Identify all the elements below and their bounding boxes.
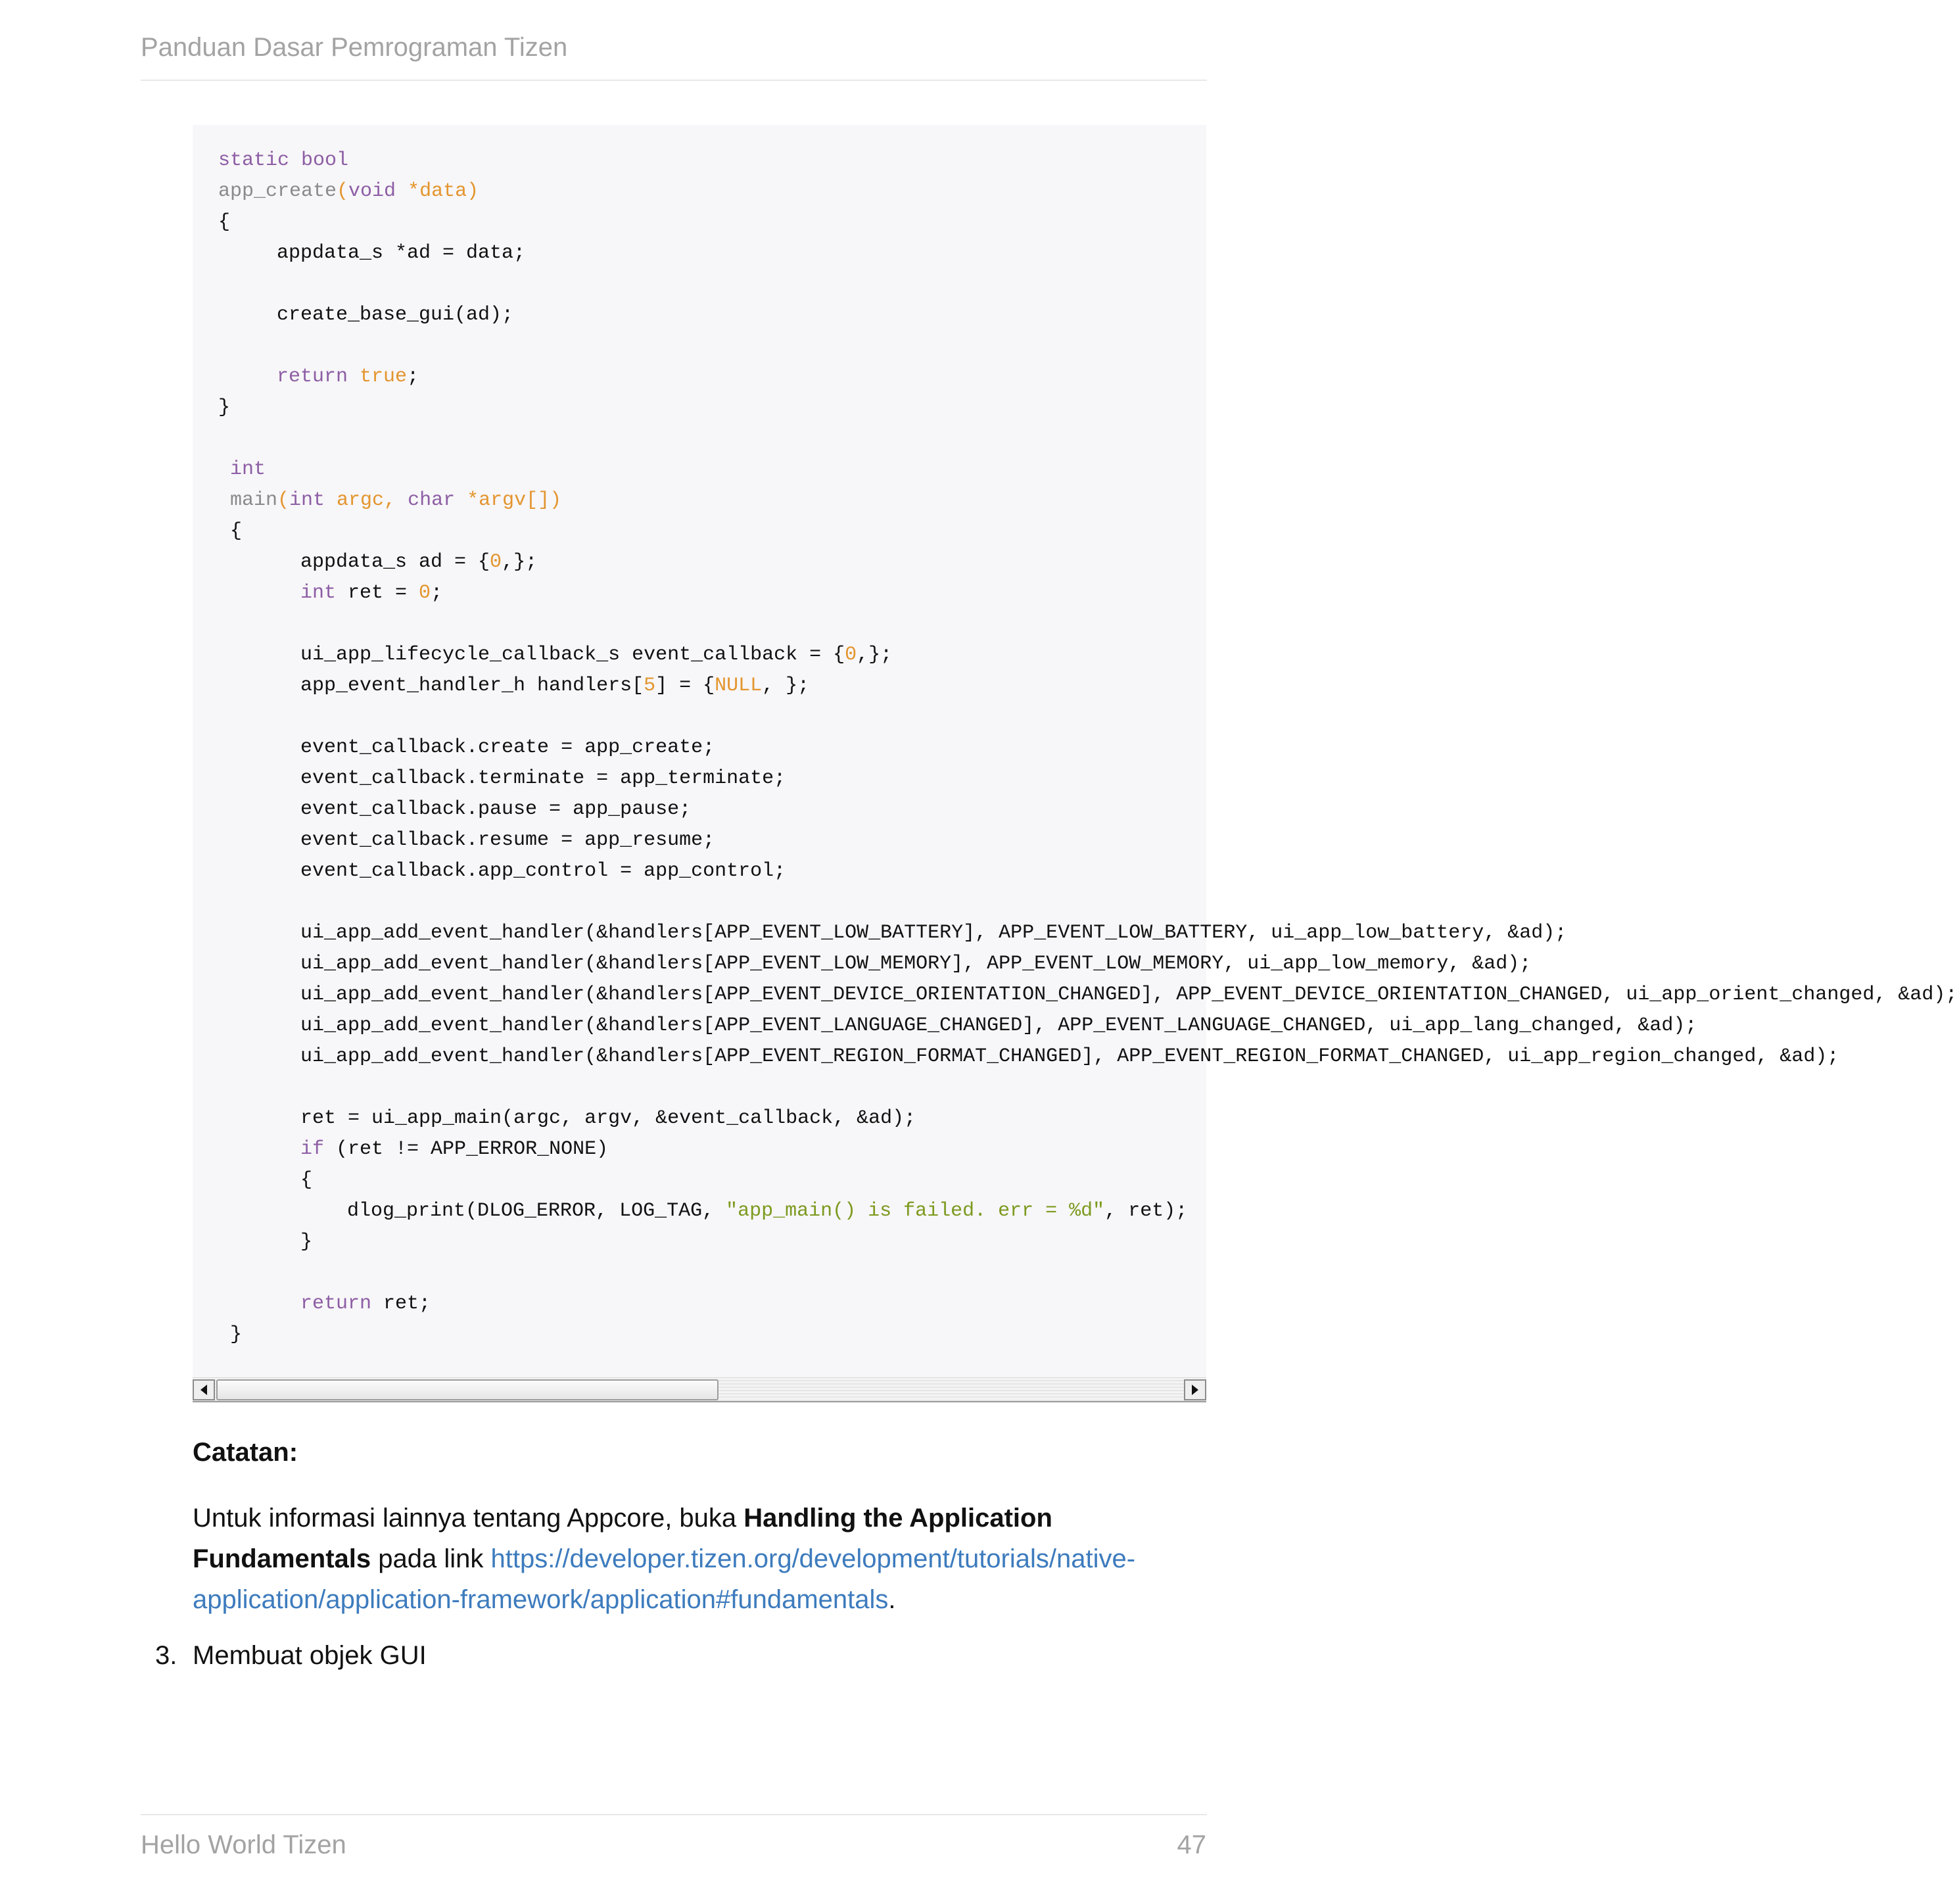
code-line <box>300 1292 431 1316</box>
code-type: int <box>300 582 337 604</box>
code-line <box>218 179 479 203</box>
code-line <box>300 674 809 698</box>
code-line <box>230 458 266 481</box>
code-line: ui_app_add_event_handler(&handlers[APP_EVENT_DEVICE_ORIENTATION_CHANGED], APP_EVENT_DEVICE_ORIENTATION_CHANGED, ui_app_orient_changed, &ad); <box>300 984 1957 1006</box>
code-text: ui_app_lifecycle_callback_s event_callback = { <box>300 644 845 666</box>
list-number: 3. <box>155 1641 177 1670</box>
code-line: } <box>300 1231 313 1253</box>
note-paragraph <box>193 1498 1192 1620</box>
code-type: int <box>230 458 266 481</box>
page-header-title: Panduan Dasar Pemrograman Tizen <box>141 33 568 62</box>
note-bold-text: Handling the Application Fundamentals <box>193 1504 1052 1573</box>
code-number: 0 <box>490 551 502 573</box>
code-line <box>300 1137 608 1161</box>
code-text: , ret); <box>1104 1200 1188 1222</box>
code-param: *data) <box>396 180 479 202</box>
list-item <box>155 1641 427 1671</box>
page-number: 47 <box>1177 1830 1206 1859</box>
code-type: void <box>348 180 396 202</box>
code-line <box>300 643 892 667</box>
code-line: ui_app_add_event_handler(&handlers[APP_EVENT_LOW_MEMORY], APP_EVENT_LOW_MEMORY, ui_app_low_memory, &ad); <box>300 953 1532 975</box>
code-line <box>300 581 442 605</box>
scrollbar-thumb[interactable] <box>216 1379 719 1400</box>
note-title: Catatan: <box>193 1438 298 1467</box>
code-keyword: return <box>277 366 348 388</box>
code-line: appdata_s *ad = data; <box>277 242 526 264</box>
code-line: event_callback.create = app_create; <box>300 736 715 759</box>
note-text: Untuk informasi lainnya tentang Appcore, buka <box>193 1504 744 1533</box>
note-text: pada link <box>371 1544 491 1573</box>
code-line <box>300 550 537 574</box>
code-text: ,}; <box>502 551 538 573</box>
code-line: { <box>218 211 231 233</box>
note-text: . <box>888 1585 896 1614</box>
code-string: "app_main() is failed. err = %d" <box>726 1200 1105 1222</box>
footer-divider <box>141 1814 1207 1815</box>
arrow-left-icon <box>200 1385 207 1395</box>
code-line: } <box>218 396 231 419</box>
code-keyword: return <box>300 1293 372 1315</box>
code-function: main <box>230 489 278 512</box>
code-line: event_callback.pause = app_pause; <box>300 798 692 821</box>
code-keyword: static <box>218 149 290 172</box>
code-line: ui_app_add_event_handler(&handlers[APP_EVENT_LOW_BATTERY], APP_EVENT_LOW_BATTERY, ui_app_low_battery, &ad); <box>300 922 1567 944</box>
arrow-right-icon <box>1192 1385 1198 1395</box>
code-text: app_event_handler_h handlers[ <box>300 675 644 697</box>
code-type: bool <box>301 149 349 172</box>
code-param: ( <box>277 489 290 512</box>
horizontal-scrollbar[interactable] <box>193 1377 1206 1402</box>
scroll-left-button[interactable] <box>193 1379 215 1400</box>
code-line <box>218 149 348 172</box>
code-number: 5 <box>644 675 656 697</box>
code-text: (ret != APP_ERROR_NONE) <box>324 1138 609 1160</box>
code-line: ui_app_add_event_handler(&handlers[APP_EVENT_LANGUAGE_CHANGED], APP_EVENT_LANGUAGE_CHANGED, ui_app_lang_changed, &ad); <box>300 1014 1697 1037</box>
code-line <box>277 365 419 389</box>
code-line: { <box>300 1169 313 1191</box>
code-function: app_create <box>218 180 337 202</box>
code-text: ,}; <box>857 644 893 666</box>
code-line <box>347 1199 1187 1223</box>
code-line: event_callback.terminate = app_terminate; <box>300 767 786 790</box>
code-line: event_callback.app_control = app_control; <box>300 860 786 882</box>
list-item-text: Membuat objek GUI <box>193 1641 427 1670</box>
code-param: ( <box>337 180 349 202</box>
code-text: ret; <box>371 1293 431 1315</box>
code-text: dlog_print(DLOG_ERROR, LOG_TAG, <box>347 1200 726 1222</box>
code-literal: true <box>360 366 408 388</box>
code-text: ret = <box>336 582 419 604</box>
code-param: argc, <box>325 489 408 512</box>
header-divider <box>141 80 1207 81</box>
code-line <box>230 488 561 512</box>
code-line: { <box>230 520 243 542</box>
code-text: , }; <box>762 675 810 697</box>
fundamentals-link[interactable]: https://developer.tizen.org/development/tutorials/native-application/application-framework/application#fundamentals <box>193 1544 1136 1614</box>
code-text: ] = { <box>655 675 715 697</box>
code-line: create_base_gui(ad); <box>277 304 514 326</box>
code-text: ; <box>407 366 419 388</box>
code-line: event_callback.resume = app_resume; <box>300 829 715 851</box>
code-text: appdata_s ad = { <box>300 551 490 573</box>
code-type: int <box>289 489 325 512</box>
code-text: ; <box>431 582 443 604</box>
code-line: ui_app_add_event_handler(&handlers[APP_EVENT_REGION_FORMAT_CHANGED], APP_EVENT_REGION_FORMAT_CHANGED, ui_app_region_changed, &ad); <box>300 1045 1839 1068</box>
code-line: } <box>230 1323 243 1346</box>
code-param: *argv[]) <box>455 489 562 512</box>
code-line: ret = ui_app_main(argc, argv, &event_callback, &ad); <box>300 1107 916 1130</box>
scroll-right-button[interactable] <box>1184 1379 1206 1400</box>
code-number: 0 <box>845 644 857 666</box>
code-block <box>193 125 1957 1402</box>
code-keyword: if <box>300 1138 325 1160</box>
code-literal: NULL <box>715 675 763 697</box>
code-type: char <box>408 489 456 512</box>
footer-title: Hello World Tizen <box>141 1830 346 1859</box>
code-number: 0 <box>419 582 431 604</box>
